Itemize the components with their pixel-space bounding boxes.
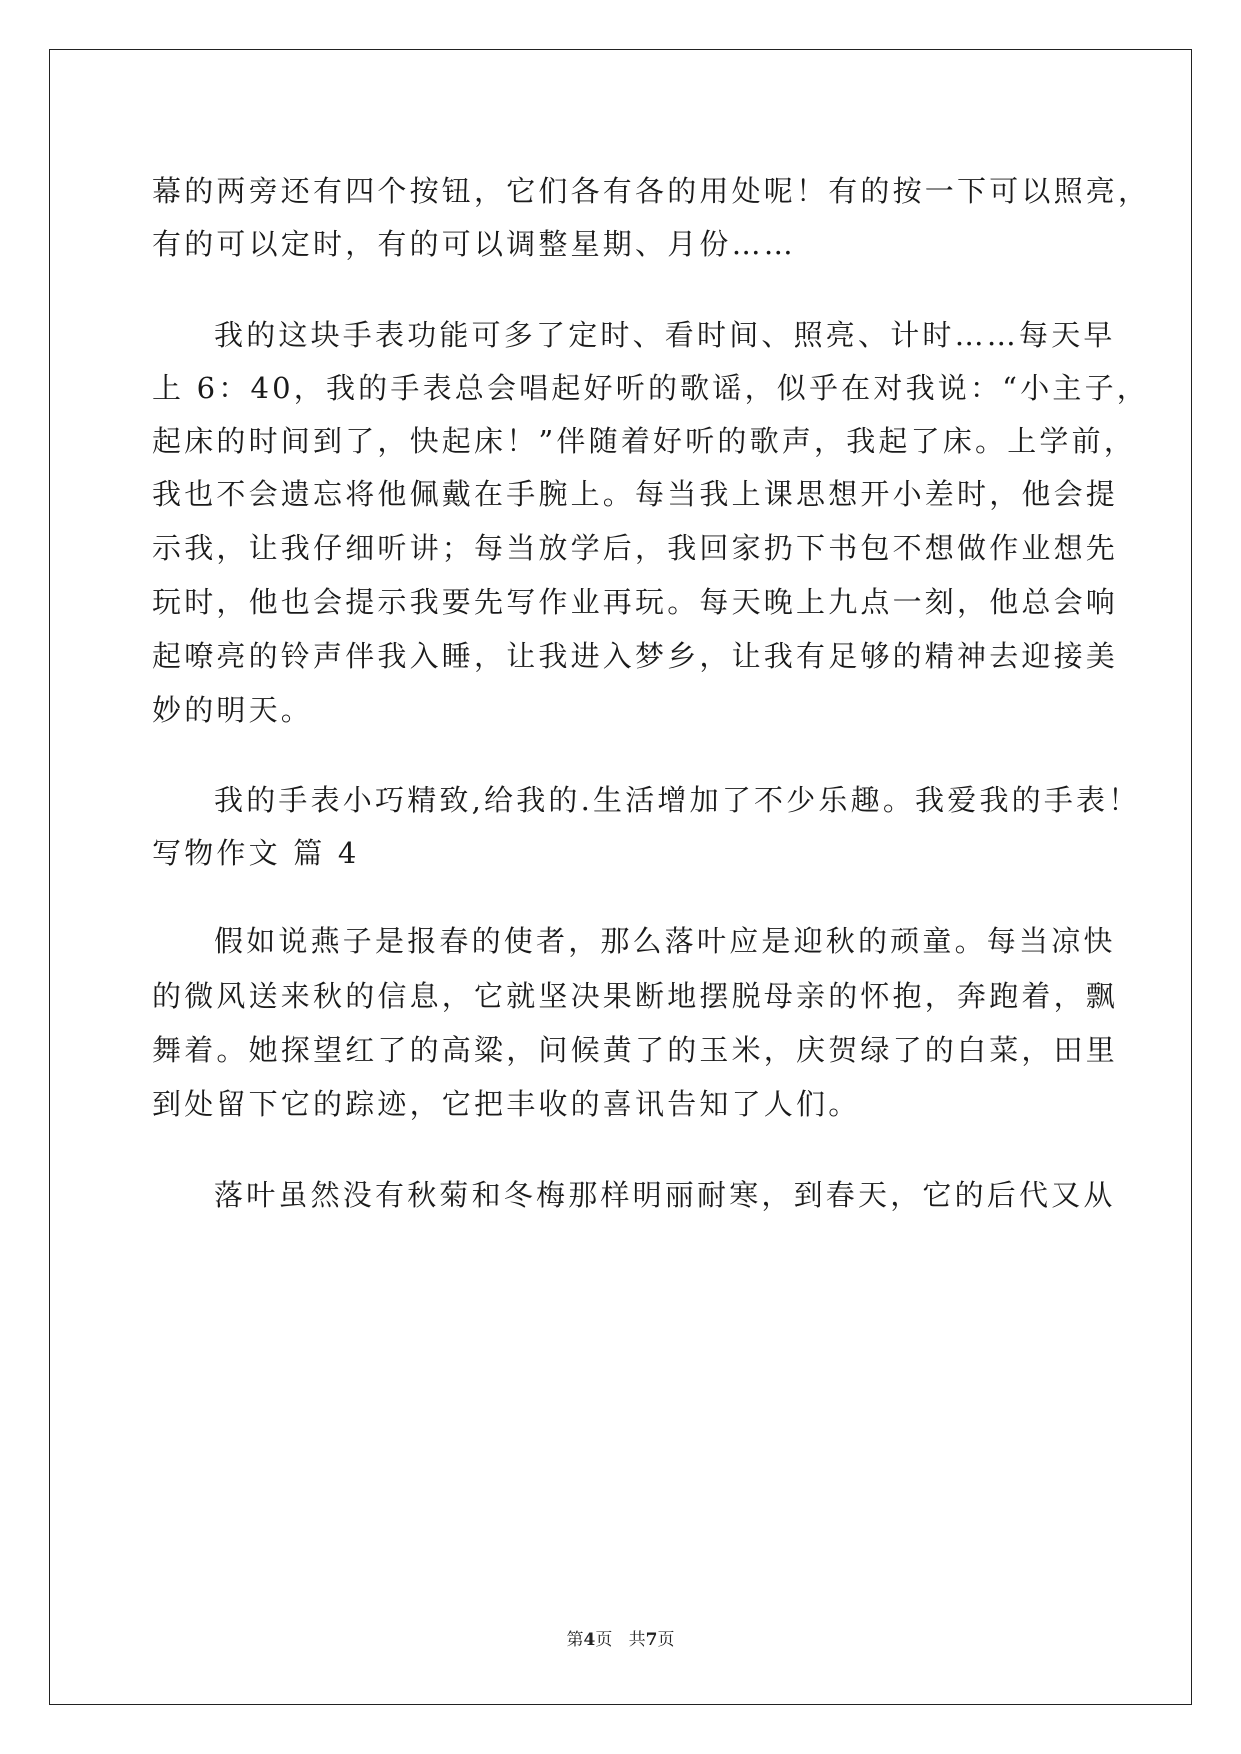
- total-pages-number: 7: [645, 1630, 658, 1650]
- footer-total-suffix: 页: [657, 1630, 675, 1650]
- text-line: 起嘹亮的铃声伴我入睡，让我进入梦乡，让我有足够的精神去迎接美: [152, 639, 1119, 673]
- text-line: 幕的两旁还有四个按钮，它们各有各的用处呢！有的按一下可以照亮，: [152, 174, 1151, 208]
- text-line: 有的可以定时，有的可以调整星期、月份……: [152, 227, 797, 261]
- current-page-number: 4: [583, 1630, 596, 1650]
- text-line: 示我，让我仔细听讲；每当放学后，我回家扔下书包不想做作业想先: [152, 531, 1119, 565]
- paragraph-start-line: 我的手表小巧精致,给我的.生活增加了不少乐趣。我爱我的手表！: [214, 783, 1141, 817]
- text-line: 上 6：40，我的手表总会唱起好听的歌谣，似乎在对我说：“小主子，: [152, 371, 1149, 405]
- page-border: [49, 49, 1192, 1705]
- text-line: 舞着。她探望红了的高粱，问候黄了的玉米，庆贺绿了的白菜，田里: [152, 1033, 1119, 1067]
- text-line: 妙的明天。: [152, 693, 314, 727]
- footer-prefix: 第: [566, 1630, 584, 1650]
- text-line: 我也不会遗忘将他佩戴在手腕上。每当我上课思想开小差时，他会提: [152, 477, 1119, 511]
- text-line: 玩时，他也会提示我要先写作业再玩。每天晚上九点一刻，他总会响: [152, 585, 1119, 619]
- text-line: 到处留下它的踪迹，它把丰收的喜讯告知了人们。: [152, 1087, 861, 1121]
- paragraph-start-line: 我的这块手表功能可多了定时、看时间、照亮、计时……每天早: [214, 318, 1116, 352]
- footer-page-suffix: 页: [595, 1630, 613, 1650]
- text-line: 的微风送来秋的信息，它就坚决果断地摆脱母亲的怀抱，奔跑着，飘: [152, 979, 1119, 1013]
- paragraph-start-line: 落叶虽然没有秋菊和冬梅那样明丽耐寒，到春天，它的后代又从: [214, 1178, 1116, 1212]
- text-line: 起床的时间到了，快起床！”伴随着好听的歌声，我起了床。上学前，: [152, 424, 1137, 458]
- section-heading: 写物作文 篇 4: [152, 836, 360, 870]
- paragraph-start-line: 假如说燕子是报春的使者，那么落叶应是迎秋的顽童。每当凉快: [214, 924, 1116, 958]
- page-footer: [0, 1629, 1241, 1651]
- footer-total-prefix: 共: [628, 1630, 646, 1650]
